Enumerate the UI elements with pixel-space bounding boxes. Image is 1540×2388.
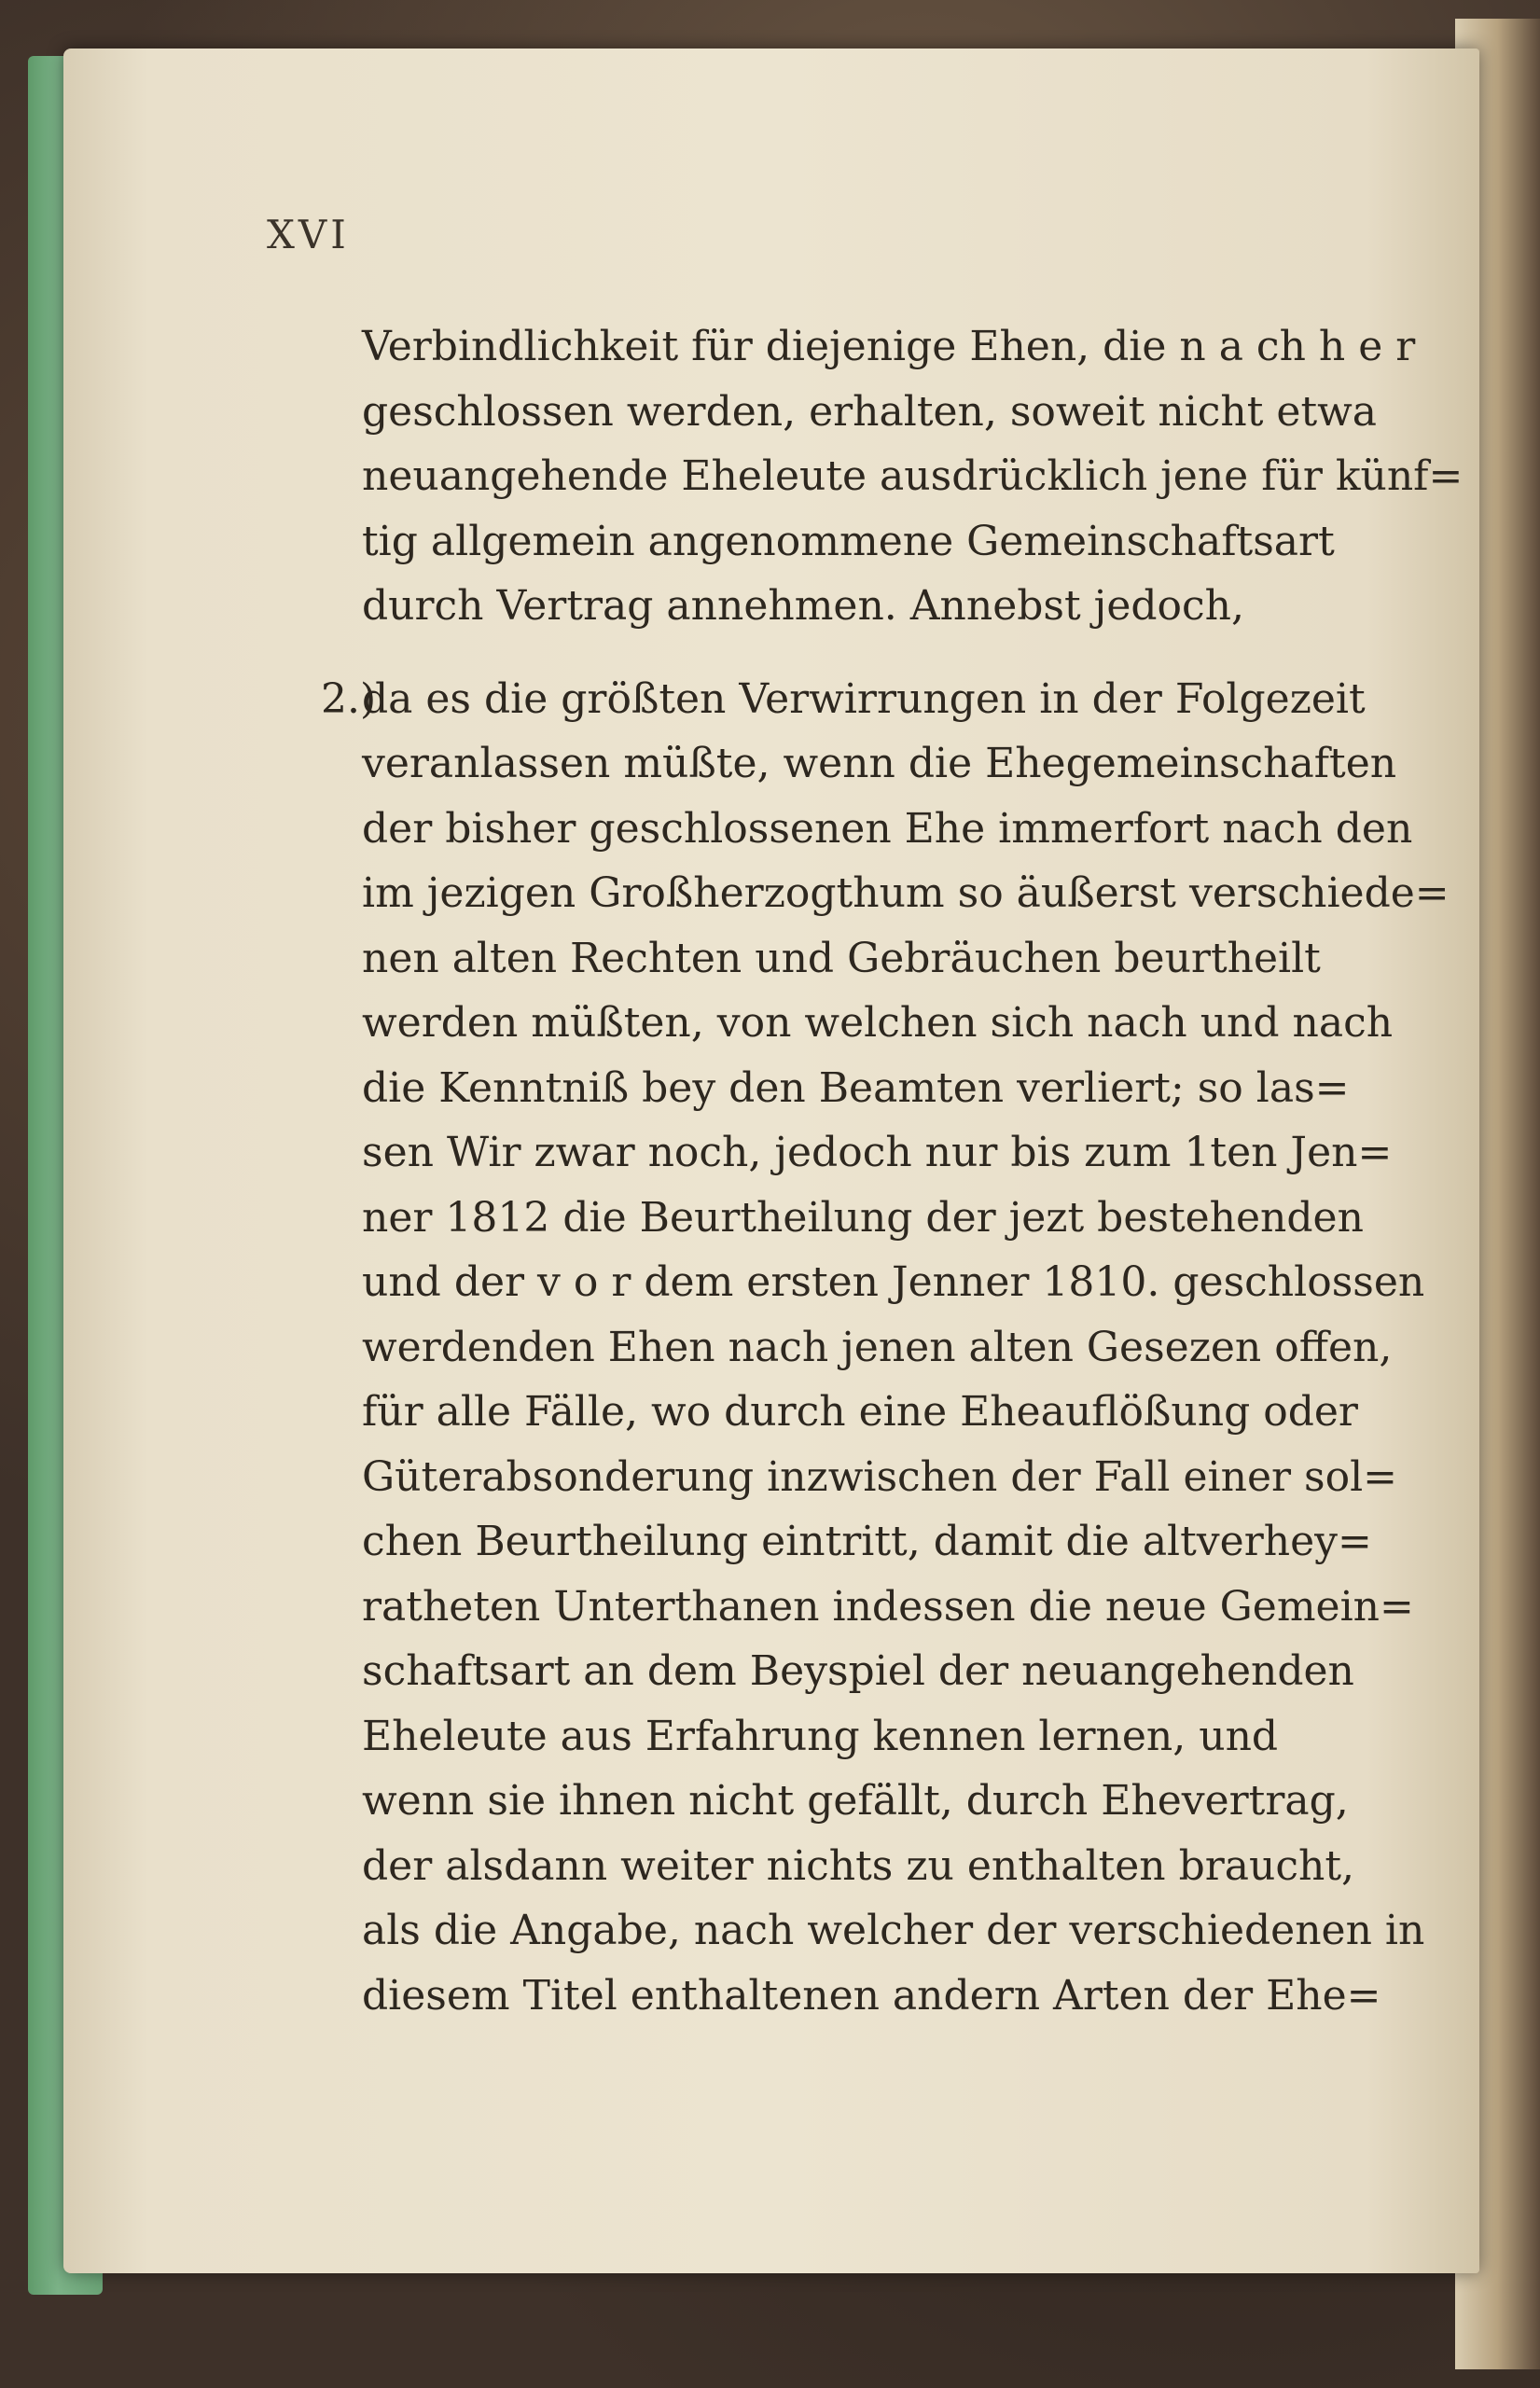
page-number: XVI: [267, 212, 350, 257]
text-line: Güterabsonderung inzwischen der Fall einer sol=: [362, 1452, 1398, 1501]
text-line: veranlassen müßte, wenn die Ehegemeinschaften: [362, 740, 1397, 787]
text-line: neuangehende Eheleute ausdrücklich jene für künf=: [362, 452, 1464, 500]
text-line: tig allgemein angenommene Gemeinschaftsart: [362, 517, 1335, 565]
list-marker: 2.): [321, 674, 377, 723]
text-line: diesem Titel enthaltenen andern Arten der Ehe=: [362, 1971, 1381, 2020]
text-line: im jezigen Großherzogthum so äußerst verschiede=: [362, 869, 1450, 917]
text-line: der bisher geschlossenen Ehe immerfort nach den: [362, 804, 1413, 853]
text-line: für alle Fälle, wo durch eine Eheauflößung oder: [362, 1388, 1358, 1436]
book-page: [63, 49, 1479, 2273]
text-line: und der v o r dem ersten Jenner 1810. geschlossen: [362, 1258, 1425, 1306]
text-line: Eheleute aus Erfahrung kennen lernen, und: [362, 1712, 1279, 1760]
text-line: sen Wir zwar noch, jedoch nur bis zum 1ten Jen=: [362, 1129, 1393, 1176]
text-line: der alsdann weiter nichts zu enthalten braucht,: [362, 1841, 1354, 1890]
paragraph-2: [321, 667, 1450, 2029]
text-line: chen Beurtheilung eintritt, damit die altverhey=: [362, 1518, 1372, 1565]
text-line: ratheten Unterthanen indessen die neue Gemein=: [362, 1582, 1414, 1631]
page-text: [321, 314, 1464, 2028]
text-line: die Kenntniß bey den Beamten verliert; so las=: [362, 1063, 1350, 1112]
text-line: werden müßten, von welchen sich nach und nach: [362, 999, 1394, 1047]
text-line: nen alten Rechten und Gebräuchen beurtheilt: [362, 934, 1321, 982]
text-line: wenn sie ihnen nicht gefällt, durch Ehevertrag,: [362, 1777, 1349, 1825]
text-line: werdenden Ehen nach jenen alten Gesezen offen,: [362, 1323, 1393, 1371]
text-line: Verbindlichkeit für diejenige Ehen, die n a ch h e r: [362, 323, 1416, 370]
text-line: ner 1812 die Beurtheilung der jezt bestehenden: [362, 1193, 1364, 1242]
text-line: schaftsart an dem Beyspiel der neuangehenden: [362, 1647, 1354, 1695]
text-line: geschlossen werden, erhalten, soweit nicht etwa: [362, 387, 1378, 436]
text-line: als die Angabe, nach welcher der verschiedenen in: [362, 1907, 1425, 1954]
text-line: durch Vertrag annehmen. Annebst jedoch,: [362, 582, 1244, 630]
text-line: da es die größten Verwirrungen in der Folgezeit: [362, 674, 1366, 723]
paragraph-1: [362, 314, 1464, 639]
